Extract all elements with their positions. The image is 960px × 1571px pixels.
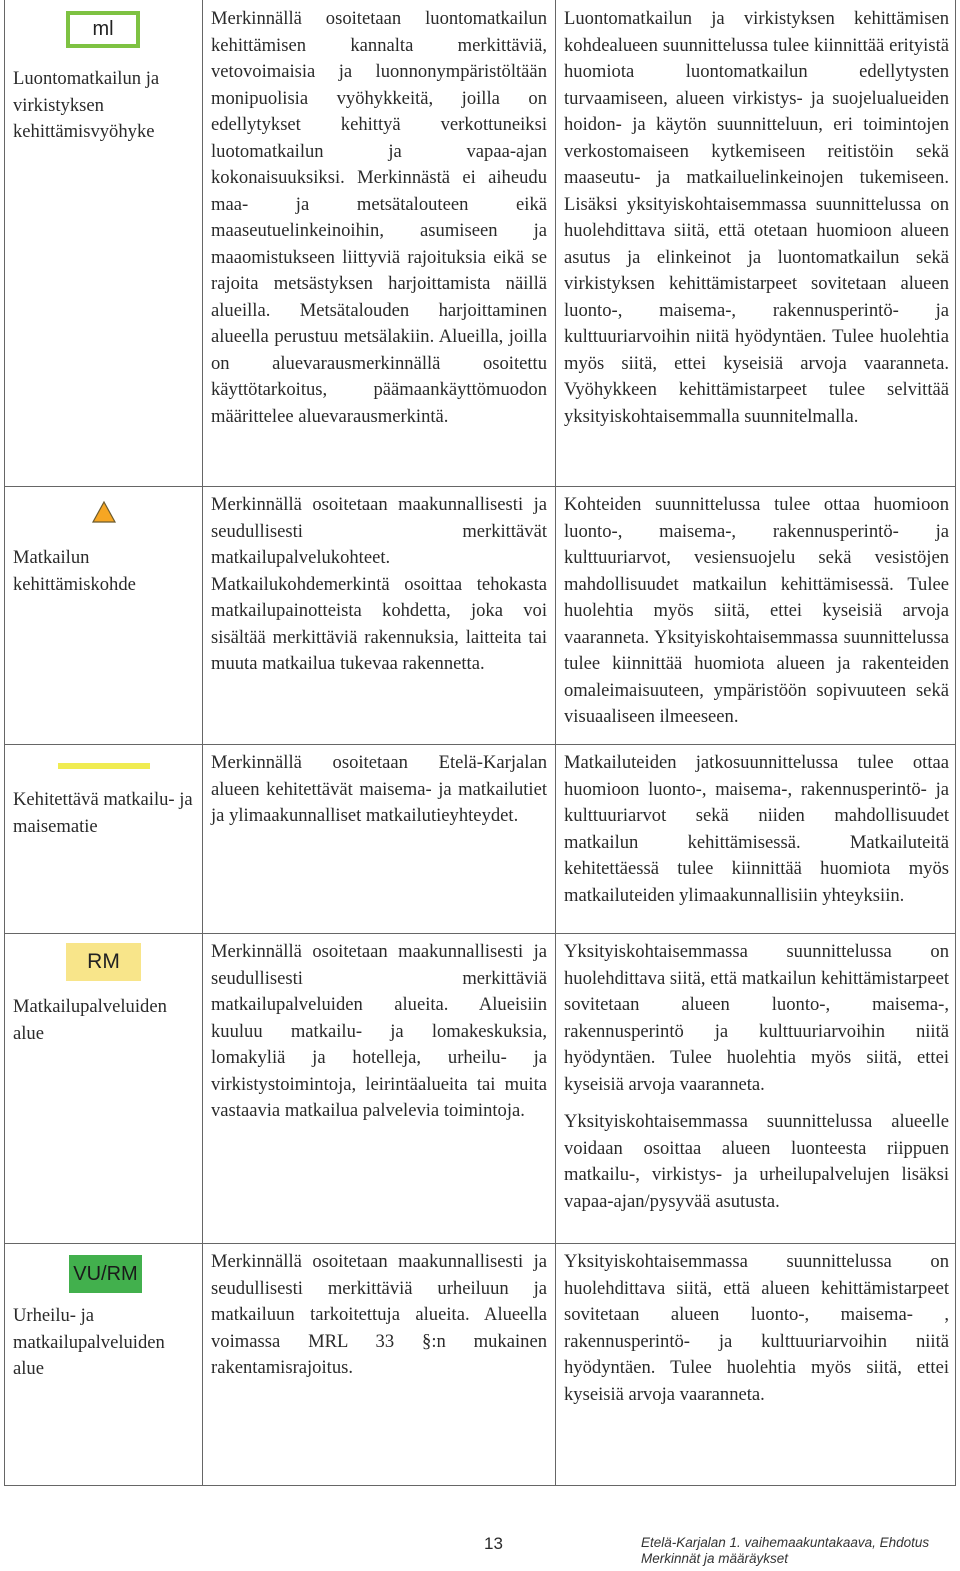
row-description: Merkinnällä osoitetaan maakunnallisesti ja seudullisesti merkittävät matkailupalvelukohteet. Matkailukohdemerkintä osoittaa tehokasta matkailupainotteista kohdetta, joka voi sisältää merkittäviä rakennuksia, laitteita tai muuta matkailua tukevaa rakennetta. — [211, 494, 547, 674]
description-cell — [203, 486, 555, 744]
vu-rm-symbol: VU/RM — [69, 1255, 142, 1293]
regulation-cell — [556, 1243, 955, 1486]
triangle-icon — [91, 500, 117, 524]
row-regulation: Yksityiskohtaisemmassa suunnittelussa alueelle voidaan osoittaa alueen luonteesta riippuen matkailu-, virkistys- ja urheilupalvelujen lisäksi vapaa-ajan/pysyvää asutusta. — [564, 1111, 949, 1212]
page-number: 13 — [484, 1534, 503, 1553]
symbol-cell — [5, 0, 202, 478]
row-label: Urheilu- ja matkailupalveluiden alue — [13, 1305, 165, 1379]
row-regulation: Yksityiskohtaisemmassa suunnittelussa on huolehdittava siitä, että matkailun kehittämistarpeet sovitetaan alueen luonto-, maisema-, rakennusperintö ja kulttuuriarvoihin niitä hyödyntäen. Tulee huolehtia myös siitä, ettei kyseisiä arvoja vaaranneta. — [564, 941, 949, 1095]
row-description: Merkinnällä osoitetaan maakunnallisesti ja seudullisesti merkittäviä matkailupalveluiden alueita. Alueisiin kuuluu matkailu- ja lomakeskuksia, lomakyliä ja hotelleja, urheilu- ja virkistystoimintoja, leirintäalueita tai muita vastaavia matkailua palvelevia toimintoja. — [211, 941, 547, 1121]
description-cell — [203, 1243, 555, 1486]
row-label: Kehitettävä matkailu- ja maisematie — [13, 789, 193, 837]
road-line-icon — [58, 763, 150, 769]
regulation-cell — [556, 933, 955, 1243]
row-regulation: Yksityiskohtaisemmassa suunnittelussa on huolehdittava siitä, että alueen kehittämistarpeet sovitetaan alueen luonto-, maisema- , rakennusperintö- ja kulttuuriarvoihin niitä hyödyntäen. Tulee huolehtia myös siitä, ettei kyseisiä arvoja vaaranneta. — [564, 1251, 949, 1405]
table-row — [5, 1243, 955, 1486]
row-regulation: Kohteiden suunnittelussa tulee ottaa huomioon luonto-, maisema-, rakennusperintö- ja kulttuuriarvot, vesiensuojelu sekä vesistöjen mahdollisuudet matkailun kehittämisessä. Tulee huolehtia myös siitä, ettei kyseisiä arvoja vaaranneta. Yksityiskohtaisemmassa suunnittelussa tulee kiinnittää huomiota alueen ja rakenteiden omaleimaisuuteen, ympäristöön sopivuuteen sekä visuaaliseen ilmeeseen. — [564, 494, 949, 727]
row-description: Merkinnällä osoitetaan luontomatkailun kehittämisen kannalta merkittäviä, vetovoimaisia ja luonnonympäristöltään monipuolisia vyöhykkeitä, joilla on edellytykset kehittyä verkottuneiksi luotomatkailun ja vapaa-ajan kokonaisuuksiksi. Merkinnästä ei aiheudu maa- ja metsätalouteen eikä maaseutuelinkeinoihin, asumiseen ja maaomistukseen liittyviä rajoituksia eikä se rajoita metsästyksen harjoittamista näillä alueilla. Metsätalouden harjoittaminen alueella perustuu metsälakiin. Alueilla, joilla on aluevarausmerkinnällä osoitettu käyttötarkoitus, päämaankäyttömuodon määrittelee aluevarausmerkintä. — [211, 8, 547, 427]
document-title-line: Etelä-Karjalan 1. vaihemaakuntakaava, Ehdotus — [641, 1535, 930, 1550]
row-regulation: Luontomatkailun ja virkistyksen kehittämisen kohdealueen suunnittelussa tulee kiinnittää erityistä huomiota luontomatkailun edellytysten turvaamiseen, alueen virkistys- ja suojelualueiden hoidon- ja käytön suunnitteluun, eri toimintojen verkostomaiseen kytkemiseen reitistöin sekä maaseutu- ja matkailuelinkeinojen tukemiseen. Lisäksi yksityiskohtaisemmassa suunnittelussa on huolehdittava siitä, että otetaan huomioon alueen asutus ja elinkeinot ja luontomatkailun sekä virkistyksen kehittämistarpeet sovitetaan alueen luonto-, maisema-, rakennusperintö- ja kulttuuriarvoihin niitä hyödyntäen. Tulee huolehtia myös siitä, ettei kyseisiä arvoja vaaranneta. Vyöhykkeen kehittämistarpeet tulee selvittää yksityiskohtaisemmalla suunnitelmalla. — [564, 8, 949, 427]
regulation-cell — [556, 744, 955, 933]
regulation-table — [4, 0, 956, 1486]
row-label: Matkailupalveluiden alue — [13, 996, 167, 1044]
row-description: Merkinnällä osoitetaan Etelä-Karjalan alueen kehitettävät maisema- ja matkailutiet ja ylimaakunnalliset matkailutieyhteydet. — [211, 752, 547, 826]
description-cell — [203, 933, 555, 1243]
row-label: Luontomatkailun ja virkistyksen kehittämisvyöhyke — [13, 68, 160, 142]
regulation-cell — [556, 486, 955, 744]
row-regulation: Matkailuteiden jatkosuunnittelussa tulee ottaa huomioon luonto-, maisema-, rakennusperintö- ja kulttuuriarvot sekä niiden mahdollisuudet matkailun kehittämisessä. Matkailuteitä kehitettäessä tulee kiinnittää huomiota myös matkailuteiden ylimaakunnallisiin yhteyksiin. — [564, 752, 949, 906]
symbol-cell — [5, 1243, 202, 1486]
description-cell — [203, 744, 555, 933]
table-row — [5, 0, 955, 478]
symbol-cell — [5, 744, 202, 933]
document-subtitle-line: Merkinnät ja määräykset — [641, 1551, 789, 1566]
row-label: Matkailun kehittämiskohde — [13, 547, 136, 595]
symbol-cell — [5, 933, 202, 1243]
description-cell — [203, 0, 555, 478]
rm-symbol: RM — [66, 943, 141, 981]
row-description: Merkinnällä osoitetaan maakunnallisesti ja seudullisesti merkittäviä urheiluun ja matkailuun tarkoitettuja alueita. Alueella voimassa MRL 33 §:n mukainen rakentamisrajoitus. — [211, 1251, 547, 1378]
ml-symbol: ml — [66, 11, 140, 48]
table-row — [5, 744, 955, 933]
document-title — [641, 1535, 929, 1567]
symbol-cell — [5, 486, 202, 744]
regulation-cell — [556, 0, 955, 478]
table-row — [5, 486, 955, 744]
table-row — [5, 933, 955, 1243]
